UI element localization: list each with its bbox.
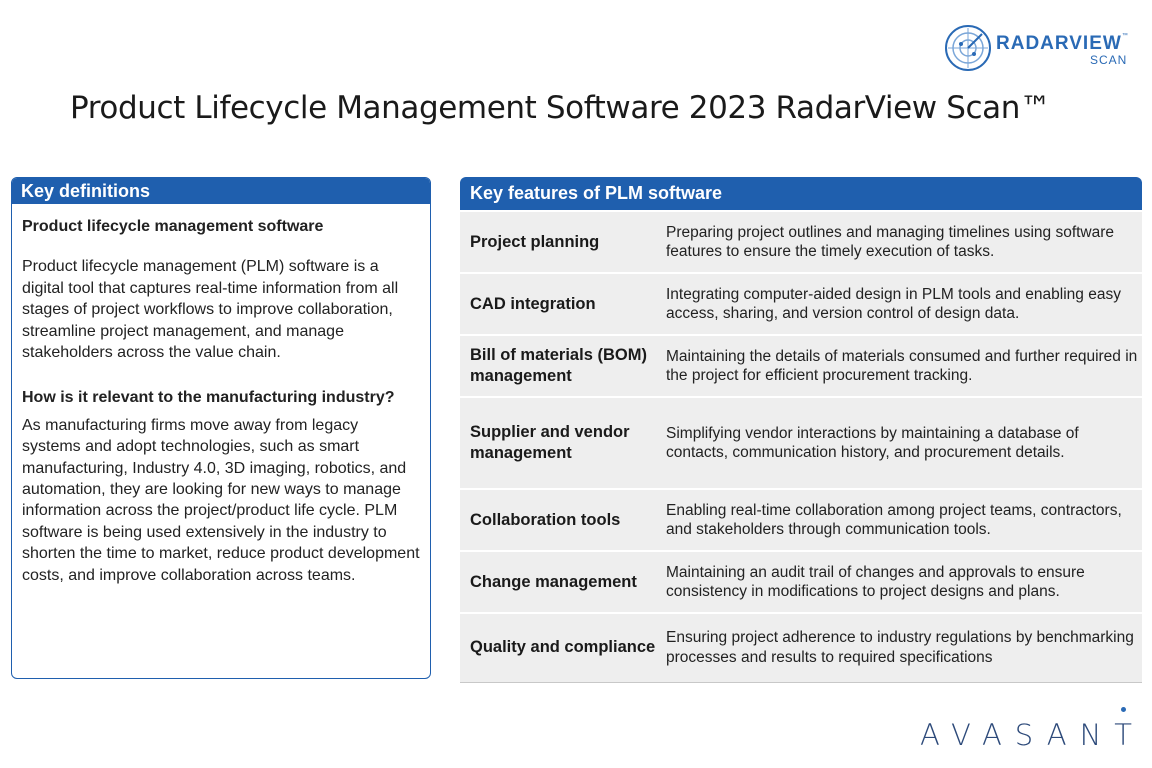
table-row bbox=[460, 211, 1142, 273]
feature-name: Bill of materials (BOM) management bbox=[460, 335, 666, 397]
key-features-header: Key features of PLM software bbox=[460, 177, 1142, 210]
feature-description: Ensuring project adherence to industry regulations by benchmarking processes and results to required specifications bbox=[666, 613, 1142, 682]
feature-name: Change management bbox=[460, 551, 666, 613]
avasant-logo: AVASANT bbox=[920, 718, 1145, 752]
table-row bbox=[460, 551, 1142, 613]
radarview-logo-text: RADARVIEW™ bbox=[996, 33, 1129, 54]
key-features-panel bbox=[460, 177, 1142, 684]
radar-icon bbox=[944, 24, 992, 72]
avasant-logo-dot bbox=[1121, 707, 1126, 712]
key-definitions-header: Key definitions bbox=[12, 178, 430, 204]
radarview-scan-logo bbox=[944, 24, 1144, 72]
feature-description: Maintaining the details of materials consumed and further required in the project for efficient procurement tracking. bbox=[666, 335, 1142, 397]
scan-logo-text: SCAN bbox=[1090, 53, 1128, 67]
page-title: Product Lifecycle Management Software 2023 RadarView Scan™ bbox=[70, 90, 1051, 126]
relevance-question: How is it relevant to the manufacturing industry? bbox=[22, 389, 395, 407]
feature-name: Project planning bbox=[460, 211, 666, 273]
features-table bbox=[460, 210, 1142, 683]
definition-text: Product lifecycle management (PLM) software is a digital tool that captures real-time information from all stages of project workflows to improve collaboration, streamline project management, and manage stakeholders across the value chain. bbox=[22, 258, 399, 362]
table-row bbox=[460, 273, 1142, 335]
feature-description: Preparing project outlines and managing timelines using software features to ensure the timely execution of tasks. bbox=[666, 211, 1142, 273]
table-row bbox=[460, 613, 1142, 682]
feature-description: Integrating computer-aided design in PLM tools and enabling easy access, sharing, and version control of design data. bbox=[666, 273, 1142, 335]
feature-description: Maintaining an audit trail of changes and approvals to ensure consistency in modifications to project designs and plans. bbox=[666, 551, 1142, 613]
table-row bbox=[460, 335, 1142, 397]
feature-name: Supplier and vendor management bbox=[460, 397, 666, 489]
feature-description: Enabling real-time collaboration among project teams, contractors, and stakeholders through communication tools. bbox=[666, 489, 1142, 551]
key-definitions-panel bbox=[11, 177, 431, 679]
definition-term: Product lifecycle management software bbox=[22, 218, 324, 235]
feature-name: Collaboration tools bbox=[460, 489, 666, 551]
table-row bbox=[460, 397, 1142, 489]
table-row bbox=[460, 489, 1142, 551]
feature-description: Simplifying vendor interactions by maintaining a database of contacts, communication history, and procurement details. bbox=[666, 397, 1142, 489]
feature-name: Quality and compliance bbox=[460, 613, 666, 682]
feature-name: CAD integration bbox=[460, 273, 666, 335]
relevance-answer: As manufacturing firms move away from legacy systems and adopt technologies, such as smart manufacturing, Industry 4.0, 3D imaging, robotics, and automation, they are looking for new ways to manage information across the project/product life cycle. PLM software is being used extensively in the industry to shorten the time to market, reduce product development costs, and improve collaboration across teams. bbox=[22, 416, 420, 584]
